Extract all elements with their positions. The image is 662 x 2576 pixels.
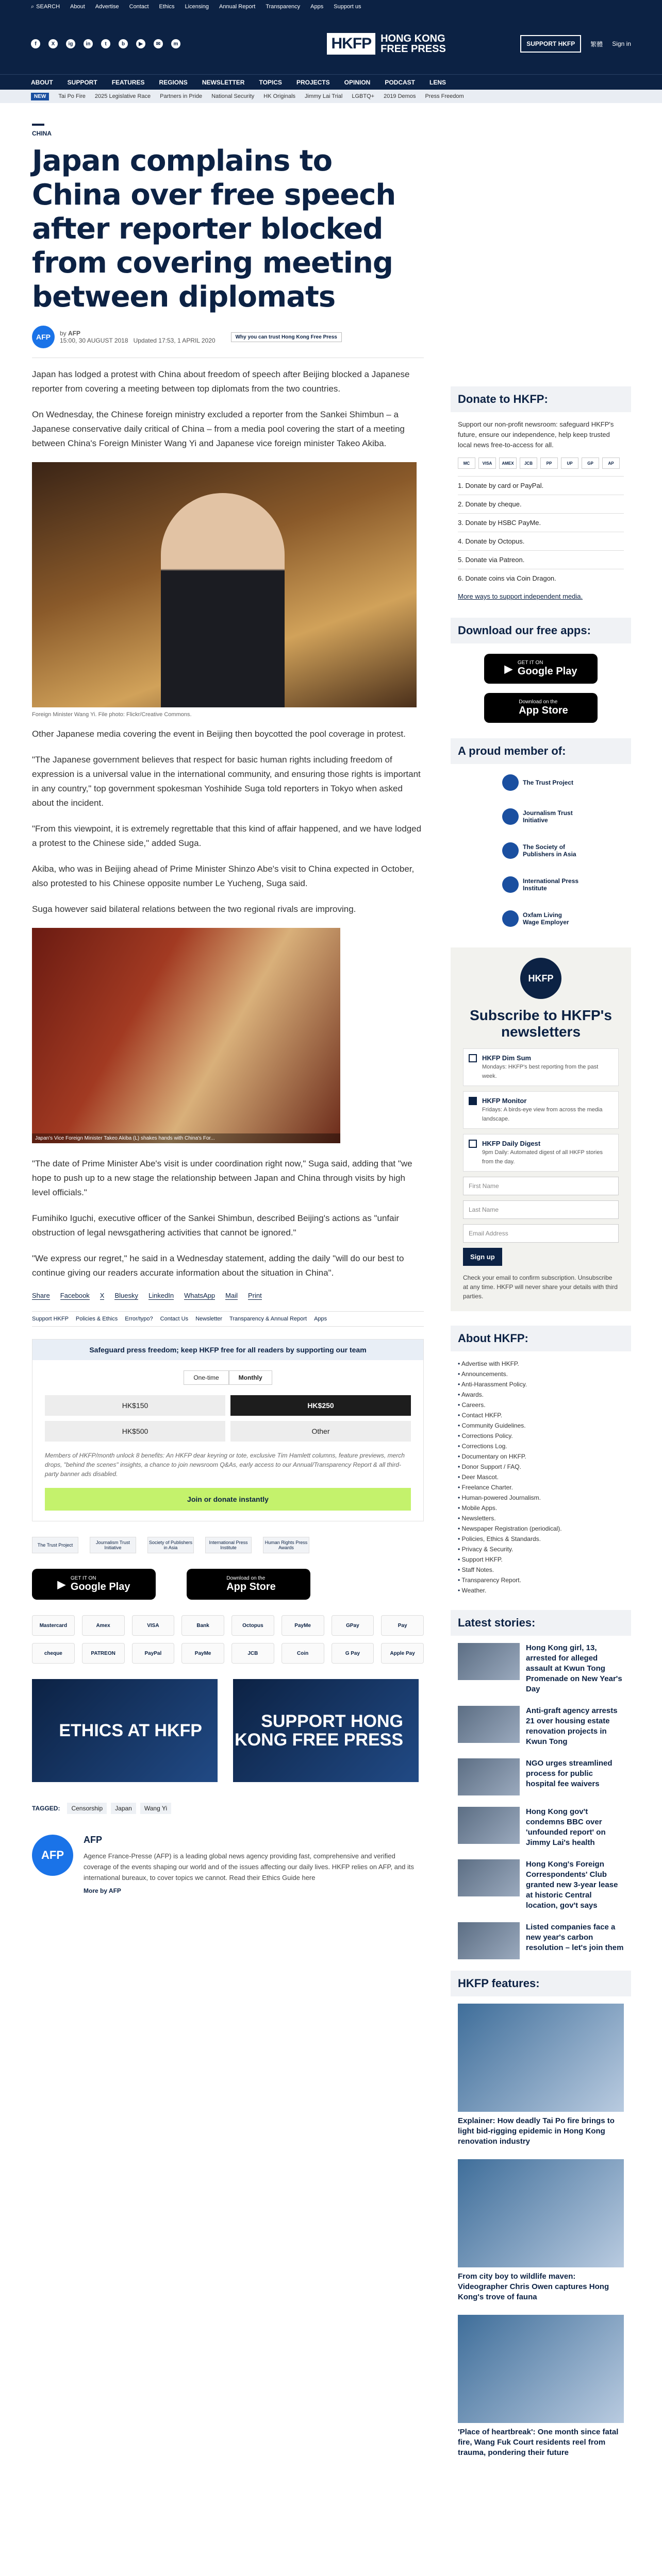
nav-opinion[interactable]: OPINION xyxy=(344,78,371,86)
brand-actions xyxy=(520,35,631,53)
nav-lens[interactable]: LENS xyxy=(429,78,446,86)
about-link[interactable]: • Corrections Policy. xyxy=(458,1431,624,1441)
payment-icon: Bank xyxy=(181,1615,224,1636)
about-link[interactable]: • Advertise with HKFP. xyxy=(458,1359,624,1369)
member-logo[interactable]: Oxfam Living Wage Employer xyxy=(502,910,580,927)
donate-option[interactable]: 4. Donate by Octopus. xyxy=(458,532,624,550)
member-logo[interactable]: Journalism Trust Initiative xyxy=(502,808,580,825)
features-title: HKFP features: xyxy=(451,1971,631,1996)
about-link[interactable]: • Newsletters. xyxy=(458,1513,624,1523)
site-logo[interactable] xyxy=(327,33,445,55)
email-icon[interactable]: ✉ xyxy=(154,39,163,48)
apps-title: Download our free apps: xyxy=(451,618,631,643)
article-footer-links xyxy=(32,1311,424,1327)
trending-bar xyxy=(0,90,662,103)
amount-option-selected[interactable]: HK$250 xyxy=(230,1395,411,1416)
badge[interactable]: Society of Publishers in Asia xyxy=(147,1537,194,1553)
support-hkfp-button[interactable]: SUPPORT HKFP xyxy=(520,35,581,53)
card-icon: VISA xyxy=(478,457,496,469)
feature-title[interactable]: From city boy to wildlife maven: Videographer Chris Owen captures Hong Kong's trove of fauna xyxy=(458,2272,609,2301)
signin-link[interactable]: Sign in xyxy=(612,40,631,47)
member-icon xyxy=(502,774,519,791)
nav-newsletter[interactable]: NEWSLETTER xyxy=(202,78,245,86)
newsletter-title: Subscribe to HKFP's newsletters xyxy=(470,1007,612,1040)
donate-note: Members of HKFP/month unlock 8 benefits: An HKFP dear keyring or tote, exclusive Tim Hamlett columns, feature previews, merch drops, "behind the scenes" insights, a chance to join newsroom Q&As, early access to our Annual/Transparency Report & all third-party banner ads disabled. xyxy=(45,1452,405,1478)
about-link[interactable]: • Staff Notes. xyxy=(458,1565,624,1575)
footer-link[interactable]: Apps xyxy=(314,1316,327,1322)
card-icon: AMEX xyxy=(499,457,517,469)
footer-link[interactable]: Contact Us xyxy=(160,1316,189,1322)
photo-subject xyxy=(161,493,285,707)
youtube-icon[interactable]: ▶ xyxy=(136,39,145,48)
author-avatar[interactable]: AFP xyxy=(32,326,55,348)
story-title[interactable]: Anti-graft agency arrests 21 over housing estate renovation projects in Kwun Tong xyxy=(526,1706,618,1746)
app-store-buttons xyxy=(32,1569,424,1600)
author-link[interactable]: AFP xyxy=(68,330,81,337)
payment-icon: PayPal xyxy=(132,1643,175,1664)
amount-option[interactable]: HK$150 xyxy=(45,1395,225,1416)
linkedin-icon[interactable]: in xyxy=(84,39,93,48)
story-thumbnail xyxy=(458,1758,520,1795)
about-link[interactable]: • Anti-Harassment Policy. xyxy=(458,1379,624,1389)
footer-link[interactable]: Newsletter xyxy=(195,1316,223,1322)
member-icon xyxy=(502,910,519,927)
support-promo[interactable]: SUPPORT HONG KONG FREE PRESS xyxy=(233,1679,419,1782)
utility-item-licensing[interactable]: Licensing xyxy=(185,4,209,10)
story-title[interactable]: Hong Kong gov't condemns BBC over 'unfounded report' on Jimmy Lai's health xyxy=(526,1807,606,1847)
toggle-monthly[interactable]: Monthly xyxy=(229,1370,272,1385)
paragraph: "We express our regret," he said in a Wednesday statement, adding the daily "will do our best to continue giving our readers accurate information about the situation in China". xyxy=(32,1253,404,1278)
utility-bar xyxy=(0,0,662,13)
paragraph: "The date of Prime Minister Abe's visit is under coordination right now," Suga said, adding that "we hope to push up to a new stage the relationship between Japan and China through visits by high level officials." xyxy=(32,1159,412,1197)
toggle-one-time[interactable]: One-time xyxy=(184,1370,228,1385)
story-item[interactable] xyxy=(458,1758,624,1795)
story-thumbnail xyxy=(458,1643,520,1680)
card-icon: GP xyxy=(582,457,599,469)
about-title: About HKFP: xyxy=(451,1326,631,1351)
payment-icon: PayMe xyxy=(181,1643,224,1664)
newsletter-box xyxy=(451,947,631,1311)
more-by-author-link[interactable]: More by AFP xyxy=(84,1887,121,1894)
latest-stories xyxy=(451,1643,631,1959)
share-facebook[interactable]: Facebook xyxy=(60,1292,90,1299)
card-icon: PP xyxy=(540,457,558,469)
payment-icon: Octopus xyxy=(231,1615,274,1636)
donate-options xyxy=(451,476,631,587)
donate-inner xyxy=(32,1360,423,1521)
story-item[interactable] xyxy=(458,1922,624,1959)
about-link[interactable]: • Mobile Apps. xyxy=(458,1503,624,1513)
newsletter-note: Check your email to confirm subscription. Unsubscribe at any time. HKFP will never share your details with third parties. xyxy=(463,1274,618,1300)
trending-item[interactable]: LGBTQ+ xyxy=(352,93,375,99)
about-link[interactable]: • Privacy & Security. xyxy=(458,1544,624,1554)
donate-title: Donate to HKFP: xyxy=(451,386,631,412)
feature-item[interactable] xyxy=(451,2315,631,2458)
footer-link[interactable]: Policies & Ethics xyxy=(75,1316,118,1322)
paragraph: Suga however said bilateral relations between the two regional rivals are improving. xyxy=(32,904,356,914)
paragraph: Other Japanese media covering the event in Beijing then boycotted the pool coverage in protest. xyxy=(32,729,406,739)
donate-option[interactable]: 3. Donate by HSBC PayMe. xyxy=(458,513,624,532)
payment-icon: Apple Pay xyxy=(381,1643,424,1664)
trending-item[interactable]: HK Originals xyxy=(263,93,296,99)
footer-link[interactable]: Error/typo? xyxy=(125,1316,153,1322)
author-box xyxy=(32,1835,424,1894)
updated-date: Updated 17:53, 1 APRIL 2020 xyxy=(133,337,216,344)
main-nav xyxy=(0,74,662,90)
article-body xyxy=(32,367,424,1280)
handshake-photo xyxy=(32,928,340,1143)
newsletter-option[interactable]: HKFP Dim Sum Mondays: HKFP's best reporting from the past week. xyxy=(463,1048,619,1086)
story-thumbnail xyxy=(458,1706,520,1743)
author-name[interactable]: AFP xyxy=(84,1835,102,1845)
google-play-button[interactable]: ▶ GET IT ON Google Play xyxy=(484,654,598,684)
photo-overlay-caption: Japan's Vice Foreign Minister Takeo Akiba (L) shakes hands with China's For... xyxy=(32,1133,340,1143)
nav-regions[interactable]: REGIONS xyxy=(159,78,188,86)
utility-item-ethics[interactable]: Ethics xyxy=(159,4,175,10)
story-item[interactable] xyxy=(458,1859,624,1911)
utility-item-apps[interactable]: Apps xyxy=(310,4,324,10)
app-store-button[interactable]: Download on the App Store xyxy=(484,693,598,723)
google-play-button[interactable]: ▶ GET IT ON Google Play xyxy=(32,1569,156,1600)
utility-item-transparency[interactable]: Transparency xyxy=(266,4,301,10)
brand-bar xyxy=(0,13,662,74)
story-item[interactable] xyxy=(458,1807,624,1848)
payment-icon: GPay xyxy=(332,1615,374,1636)
trending-badge: NEW xyxy=(31,93,49,100)
story-thumbnail xyxy=(458,1922,520,1959)
card-icon: AP xyxy=(602,457,620,469)
affiliation-badges xyxy=(32,1537,424,1553)
about-link[interactable]: • Human-powered Journalism. xyxy=(458,1493,624,1503)
latest-title: Latest stories: xyxy=(451,1610,631,1636)
paragraph: "From this viewpoint, it is extremely regrettable that this kind of affair happened, and we have lodged a protest to the Chinese side," added Suga. xyxy=(32,824,422,848)
share-print[interactable]: Print xyxy=(247,1292,262,1299)
author-avatar-large[interactable]: AFP xyxy=(32,1835,73,1876)
feature-image xyxy=(458,2315,624,2423)
story-item[interactable] xyxy=(458,1706,624,1747)
story-thumbnail xyxy=(458,1859,520,1896)
badge[interactable]: Journalism Trust Initiative xyxy=(90,1537,136,1553)
payment-icon: Pay xyxy=(381,1615,424,1636)
about-link[interactable]: • Transparency Report. xyxy=(458,1575,624,1585)
utility-item-annual-report[interactable]: Annual Report xyxy=(219,4,256,10)
feature-item[interactable] xyxy=(451,2159,631,2302)
payment-icon: Mastercard xyxy=(32,1615,75,1636)
newsletter-option[interactable]: HKFP Monitor Fridays: A birds-eye view from across the media landscape. xyxy=(463,1091,619,1129)
instagram-icon[interactable]: ig xyxy=(66,39,75,48)
publish-date: 15:00, 30 AUGUST 2018 xyxy=(60,337,128,344)
feature-item[interactable] xyxy=(451,2004,631,2147)
share-label[interactable]: Share xyxy=(32,1292,50,1299)
member-icon xyxy=(502,808,519,825)
utility-item-advertise[interactable]: Advertise xyxy=(95,4,119,10)
bluesky-icon[interactable]: b xyxy=(119,39,128,48)
trending-item[interactable]: 2019 Demos xyxy=(384,93,416,99)
payment-methods xyxy=(32,1615,424,1664)
badge[interactable]: The Trust Project xyxy=(32,1537,78,1553)
promo-row xyxy=(32,1679,424,1782)
payment-icon: G Pay xyxy=(332,1643,374,1664)
donate-option[interactable]: 6. Donate coins via Coin Dragon. xyxy=(458,569,624,587)
share-row xyxy=(32,1292,424,1300)
tags xyxy=(32,1803,424,1814)
about-link[interactable]: • Contact HKFP. xyxy=(458,1410,624,1420)
payment-icon: PayMe xyxy=(282,1615,324,1636)
member-icon xyxy=(502,876,519,893)
nav-support[interactable]: SUPPORT xyxy=(67,78,97,86)
amount-options xyxy=(45,1395,411,1442)
about-link[interactable]: • Newspaper Registration (periodical). xyxy=(458,1523,624,1534)
donate-option[interactable]: 1. Donate by card or PayPal. xyxy=(458,476,624,495)
article-category[interactable]: CHINA xyxy=(32,130,52,137)
share-linkedin[interactable]: LinkedIn xyxy=(148,1292,174,1299)
nav-about[interactable]: ABOUT xyxy=(31,78,53,86)
about-link[interactable]: • Corrections Log. xyxy=(458,1441,624,1451)
play-icon: ▶ xyxy=(57,1579,65,1590)
payment-icon: PATREON xyxy=(82,1643,125,1664)
member-title: A proud member of: xyxy=(451,738,631,764)
search-icon: ⌕ xyxy=(31,3,35,10)
newsletter-option[interactable]: HKFP Daily Digest 9pm Daily: Automated digest of all HKFP stories from the day. xyxy=(463,1134,619,1172)
story-item[interactable] xyxy=(458,1643,624,1694)
byline xyxy=(32,326,424,348)
paragraph: Japan has lodged a protest with China about freedom of speech after Beijing blocked a Japanese reporter from covering a meeting between top diplomats from the two countries. xyxy=(32,369,410,394)
facebook-icon[interactable]: f xyxy=(31,39,40,48)
about-link[interactable]: • Support HKFP. xyxy=(458,1554,624,1565)
about-link[interactable]: • Donor Support / FAQ. xyxy=(458,1462,624,1472)
tags-label: TAGGED: xyxy=(32,1805,60,1812)
badge[interactable]: Human Rights Press Awards xyxy=(263,1537,309,1553)
logo-text: HONG KONG FREE PRESS xyxy=(380,33,446,55)
card-icon: UP xyxy=(561,457,578,469)
trending-item[interactable]: Tai Po Fire xyxy=(58,93,86,99)
feature-image xyxy=(458,2159,624,2267)
footer-link[interactable]: Transparency & Annual Report xyxy=(229,1316,307,1322)
paragraph: On Wednesday, the Chinese foreign ministry excluded a reporter from the Sankei Shimbun – a Japanese conservative daily critical of China – from a media pool covering the start of a meeting between China's Foreign Minister Wang Yi and Japanese vice foreign minister Takeo Akiba. xyxy=(32,410,405,448)
paragraph: Fumihiko Iguchi, executive officer of the Sankei Shimbun, described Beijing's actions as "unfair obstruction of legal newsgathering activities that cannot be ignored." xyxy=(32,1213,400,1238)
trending-item[interactable]: Jimmy Lai Trial xyxy=(305,93,343,99)
language-switch[interactable]: 繁體 xyxy=(590,40,603,48)
mastodon-icon[interactable]: m xyxy=(171,39,180,48)
article xyxy=(32,124,424,1894)
card-icon: MC xyxy=(458,457,475,469)
amount-option-other[interactable]: Other xyxy=(230,1421,411,1442)
feature-title[interactable]: Explainer: How deadly Tai Po fire brings to light bid-rigging epidemic in Hong Kong renovation industry xyxy=(458,2116,615,2146)
member-logo[interactable]: The Society of Publishers in Asia xyxy=(502,842,580,859)
nav-topics[interactable]: TOPICS xyxy=(259,78,282,86)
utility-item-about[interactable]: About xyxy=(70,4,85,10)
last-name-field[interactable]: Last Name xyxy=(463,1200,619,1219)
payment-icon: VISA xyxy=(132,1615,175,1636)
share-x[interactable]: X xyxy=(100,1292,105,1299)
donate-box xyxy=(32,1339,424,1521)
about-link[interactable]: • Policies, Ethics & Standards. xyxy=(458,1534,624,1544)
category-rule xyxy=(32,124,44,126)
logo-box: HKFP xyxy=(327,33,375,55)
member-logo[interactable]: International Press Institute xyxy=(502,876,580,893)
app-store-button[interactable]: Download on the App Store xyxy=(187,1569,310,1600)
tag[interactable]: Censorship xyxy=(67,1803,107,1814)
story-title[interactable]: Listed companies face a new year's carbon resolution – let's join them xyxy=(526,1923,624,1952)
share-whatsapp[interactable]: WhatsApp xyxy=(184,1292,216,1299)
trust-link[interactable]: Why you can trust Hong Kong Free Press xyxy=(231,332,342,342)
tag[interactable]: Wang Yi xyxy=(140,1803,171,1814)
tag[interactable]: Japan xyxy=(111,1803,136,1814)
share-mail[interactable]: Mail xyxy=(225,1292,238,1299)
about-link[interactable]: • Community Guidelines. xyxy=(458,1420,624,1431)
donate-option[interactable]: 5. Donate via Patreon. xyxy=(458,550,624,569)
photo-caption: Foreign Minister Wang Yi. File photo: Flickr/Creative Commons. xyxy=(32,711,192,718)
payment-icon: JCB xyxy=(231,1643,274,1664)
about-list xyxy=(451,1359,631,1596)
share-bluesky[interactable]: Bluesky xyxy=(114,1292,138,1299)
about-link[interactable]: • Deer Mascot. xyxy=(458,1472,624,1482)
trending-item[interactable]: Press Freedom xyxy=(425,93,464,99)
feature-image xyxy=(458,2004,624,2112)
ethics-promo[interactable]: ETHICS AT HKFP xyxy=(32,1679,218,1782)
donate-heading: Safeguard press freedom; keep HKFP free for all readers by supporting our team xyxy=(32,1340,423,1360)
trending-item[interactable]: 2025 Legislative Race xyxy=(94,93,151,99)
utility-item-contact[interactable]: Contact xyxy=(129,4,149,10)
card-icon: JCB xyxy=(520,457,537,469)
sidebar xyxy=(451,386,631,2470)
payment-icon: Amex xyxy=(82,1615,125,1636)
about-link[interactable]: • Freelance Charter. xyxy=(458,1482,624,1493)
member-icon xyxy=(502,842,519,859)
spacer xyxy=(32,1143,424,1157)
story-title[interactable]: Hong Kong girl, 13, arrested for alleged assault at Kwun Tong Promenade on New Year's Day xyxy=(526,1643,622,1693)
social-links xyxy=(31,39,180,48)
footer-link[interactable]: Support HKFP xyxy=(32,1316,69,1322)
about-link[interactable]: • Awards. xyxy=(458,1389,624,1400)
nav-features[interactable]: FEATURES xyxy=(111,78,145,86)
card-icons xyxy=(451,450,631,476)
checkbox-checked[interactable] xyxy=(469,1097,477,1105)
trending-item[interactable]: National Security xyxy=(211,93,255,99)
x-icon[interactable]: X xyxy=(48,39,58,48)
sidebar-app-buttons xyxy=(451,654,631,723)
paragraph: Akiba, who was in Beijing ahead of Prime Minister Shinzo Abe's visit to China expected in October, also protested to his Chinese opposite number Le Yucheng, Suga said. xyxy=(32,864,415,888)
story-title[interactable]: NGO urges streamlined process for public hospital fee waivers xyxy=(526,1759,613,1788)
play-icon: ▶ xyxy=(504,663,512,675)
checkbox[interactable] xyxy=(469,1054,477,1062)
paragraph: "The Japanese government believes that respect for basic human rights including freedom of expression is a universal value in the international community, and ensuring those rights is important in any country," top government spokesman Yoshihide Suga told reporters in Tokyo when asked about the incident. xyxy=(32,755,421,808)
nav-podcast[interactable]: PODCAST xyxy=(385,78,415,86)
about-link[interactable]: • Careers. xyxy=(458,1400,624,1410)
join-button[interactable]: Join or donate instantly xyxy=(45,1488,411,1511)
utility-item-support[interactable]: Support us xyxy=(334,4,361,10)
byline-text: by AFP 15:00, 30 AUGUST 2018 Updated 17:53, 1 APRIL 2020 xyxy=(60,330,216,344)
wang-yi-photo xyxy=(32,462,417,707)
donate-text: Support our non-profit newsroom: safeguard HKFP's future, ensure our independence, help keep trusted local news free-to-access for all. xyxy=(458,420,614,449)
about-link[interactable]: • Announcements. xyxy=(458,1369,624,1379)
threads-icon[interactable]: t xyxy=(101,39,110,48)
story-thumbnail xyxy=(458,1807,520,1844)
first-name-field[interactable]: First Name xyxy=(463,1177,619,1195)
about-link[interactable]: • Documentary on HKFP. xyxy=(458,1451,624,1462)
payment-icon: Coin xyxy=(282,1643,324,1664)
donate-option[interactable]: 2. Donate by cheque. xyxy=(458,495,624,513)
feature-title[interactable]: 'Place of heartbreak': One month since fatal fire, Wang Fuk Court residents reel from trauma, pondering their future xyxy=(458,2428,619,2457)
about-link[interactable]: • Weather. xyxy=(458,1585,624,1596)
nav-projects[interactable]: PROJECTS xyxy=(296,78,330,86)
utility-item-search[interactable]: ⌕ SEARCH xyxy=(31,3,60,10)
story-title[interactable]: Hong Kong's Foreign Correspondents' Club granted new 3-year lease at historic Central location, gov't says xyxy=(526,1860,618,1910)
payment-icon: cheque xyxy=(32,1643,75,1664)
newsletter-logo: HKFP xyxy=(520,958,561,999)
email-field[interactable]: Email Address xyxy=(463,1224,619,1243)
amount-option[interactable]: HK$500 xyxy=(45,1421,225,1442)
member-logo[interactable]: The Trust Project xyxy=(502,774,580,791)
author-bio: Agence France-Presse (AFP) is a leading global news agency providing fast, comprehensive and verified coverage of the events shaping our world and of the issues affecting our daily lives. HKFP relies on AFP, and its international bureaux, to cover topics we cannot. Read their Ethics Guide here xyxy=(84,1852,414,1882)
badge[interactable]: International Press Institute xyxy=(205,1537,252,1553)
more-ways-link[interactable]: More ways to support independent media. xyxy=(458,592,583,600)
frequency-toggle xyxy=(45,1370,411,1385)
checkbox[interactable] xyxy=(469,1140,477,1148)
member-list xyxy=(451,774,631,927)
article-headline: Japan complains to China over free speech after reporter blocked from covering meeting between diplomats xyxy=(32,144,396,314)
trending-item[interactable]: Partners in Pride xyxy=(160,93,203,99)
signup-button[interactable]: Sign up xyxy=(463,1248,502,1266)
